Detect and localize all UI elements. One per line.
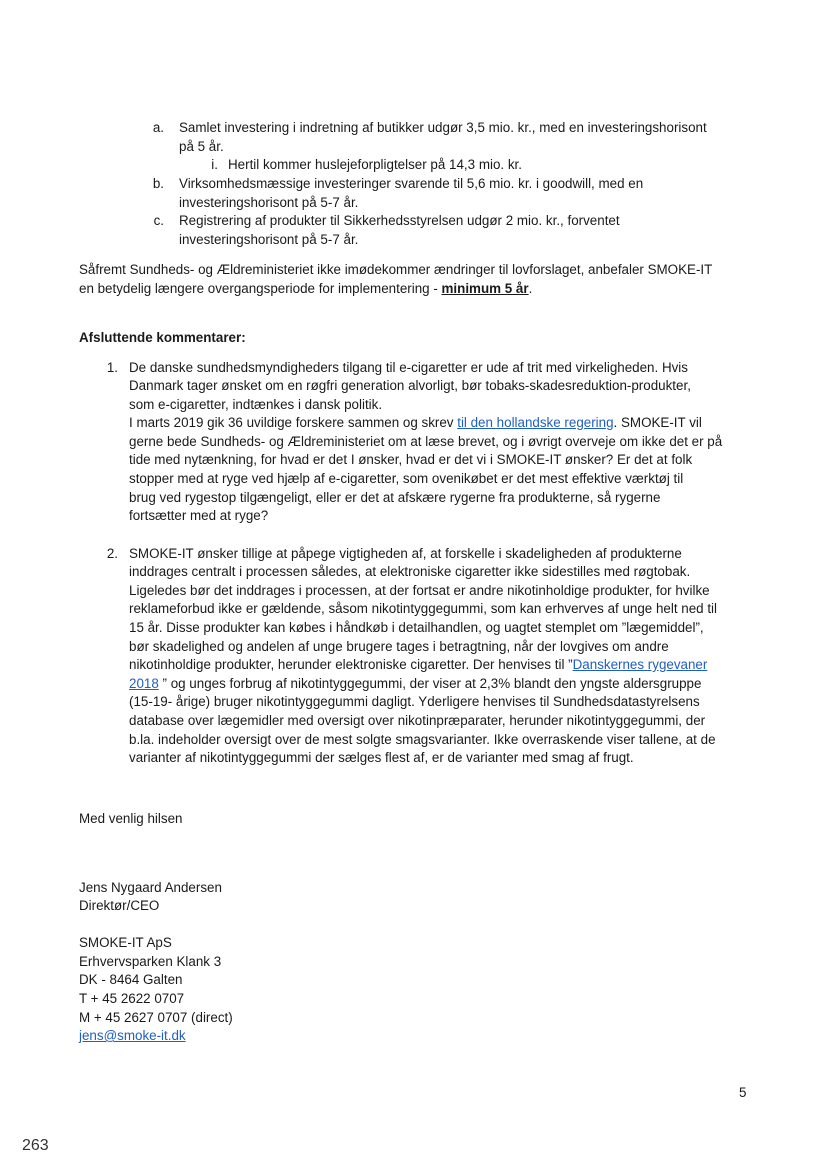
item1-line3: som e-cigaretter, indtænkes i dansk politik. — [129, 397, 383, 412]
list-item-a-line2: på 5 år. — [179, 139, 224, 154]
item2-line1: SMOKE-IT ønsker tillige at påpege vigtigheden af, at forskelle i skadeligheden af produkterne — [129, 546, 682, 561]
recommendation-line2: en betydelig længere overgangsperiode for implementering - minimum 5 år. — [79, 281, 533, 296]
danskernes-rygevaner-year-link[interactable]: 2018 — [129, 676, 159, 691]
dutch-government-letter-link[interactable]: til den hollandske regering — [457, 415, 614, 430]
minimum-period-emphasis: minimum 5 år — [441, 281, 529, 296]
item2-line11: b.la. indeholder oversigt over de mest solgte smagsvarianter. Ikke overraskende viser tallene, at de — [129, 732, 716, 747]
company-name: SMOKE-IT ApS — [79, 935, 172, 950]
closing-comments-heading: Afsluttende kommentarer: — [79, 330, 246, 345]
company-street: Erhvervsparken Klank 3 — [79, 954, 222, 969]
item2-line4: reklameforbud ikke er gældende, såsom nikotintyggegummi, som kan erhverves af unge helt ned til — [129, 601, 718, 616]
item1-line2: Danmark tager ønsket om en røgfri generation alvorligt, bør tobaks-skadesreduktion-produkter, — [129, 378, 691, 393]
list-marker-1: 1. — [106, 360, 118, 375]
email-link[interactable]: jens@smoke-it.dk — [79, 1028, 186, 1043]
item2-line12: varianter af nikotintyggegummi der sælges flest af, er de varianter med smag af frugt. — [129, 750, 634, 765]
list-item-b-line1: Virksomhedsmæssige investeringer svarende til 5,6 mio. kr. i goodwill, med en — [179, 176, 644, 191]
signer-title: Direktør/CEO — [79, 898, 160, 913]
item2-line5: 15 år. Disse produkter kan købes i håndkøb i detailhandlen, og uagtet stemplet om ”lægemiddel”, — [129, 620, 704, 635]
list-marker-c: c. — [153, 213, 164, 228]
list-item-a-i: Hertil kommer huslejeforpligtelser på 14,3 mio. kr. — [228, 157, 522, 172]
item1-line6: tide med nytænkning, for hvad er det I ønsker, hvad er det vi i SMOKE-IT ønsker? Er det at folk — [129, 452, 693, 467]
item1-line4: I marts 2019 gik 36 uvildige forskere sammen og skrev til den hollandske regering. SMOKE-IT vil — [129, 415, 702, 430]
list-marker-a-i: i. — [211, 157, 218, 172]
danskernes-rygevaner-link[interactable]: Danskernes rygevaner — [572, 657, 708, 672]
recommendation-line1: Såfremt Sundheds- og Ældreministeriet ikke imødekommer ændringer til lovforslaget, anbefaler SMOKE-IT — [79, 262, 713, 277]
item1-line7: stopper med at ryge ved hjælp af e-cigaretter, som ovenikøbet er det mest effektive værktøj til — [129, 471, 684, 486]
list-marker-2: 2. — [106, 546, 118, 561]
item2-line8: 2018 ” og unges forbrug af nikotintyggegummi, der viser at 2,3% blandt den yngste aldersgruppe — [129, 676, 702, 691]
list-marker-a: a. — [152, 120, 164, 135]
item2-line3: Ligeledes bør det inddrages i processen, at der fortsat er andre nikotinholdige produkter, for hvilke — [129, 583, 710, 598]
mobile-number: M + 45 2627 0707 (direct) — [79, 1010, 233, 1025]
item1-line9: fortsætter med at ryge? — [129, 508, 269, 523]
list-item-c-line2: investeringshorisont på 5-7 år. — [179, 232, 359, 247]
page-number: 5 — [739, 1085, 747, 1100]
list-item-b-line2: investeringshorisont på 5-7 år. — [179, 195, 359, 210]
item2-line6: bør skadelighed og andelen af unge brugere tages i betragtning, når der lovgives om andre — [129, 639, 669, 654]
item1-line1: De danske sundhedsmyndigheders tilgang til e-cigaretter er ude af trit med virkeligheden. Hvis — [129, 360, 688, 375]
item2-line10: database over lægemidler med oversigt over nikotinpræparater, herunder nikotintyggegummi, der — [129, 713, 706, 728]
list-item-a-line1: Samlet investering i indretning af butikker udgør 3,5 mio. kr., med en investeringshorisont — [179, 120, 707, 135]
item2-line7: nikotinholdige produkter, herunder elektroniske cigaretter. Der henvises til ”Danskernes rygevaner — [129, 657, 708, 672]
item1-line5: gerne bede Sundheds- og Ældreministeriet om at læse brevet, og i øvrigt overveje om ikke det er på — [129, 434, 723, 449]
item2-line9: (15-19- årige) bruger nikotintyggegummi dagligt. Yderligere henvises til Sundhedsdatastyrelsens — [129, 694, 700, 709]
signer-name: Jens Nygaard Andersen — [79, 880, 222, 895]
phone-number: T + 45 2622 0707 — [79, 991, 185, 1006]
item2-line2: inddrages centralt i processen således, at elektroniske cigaretter ikke sidestilles med røgtobak. — [129, 564, 691, 579]
item1-line8: brug ved rygestop tilgængeligt, eller er det at afskære rygerne fra produkterne, så rygerne — [129, 490, 661, 505]
company-city: DK - 8464 Galten — [79, 972, 183, 987]
list-item-c-line1: Registrering af produkter til Sikkerhedsstyrelsen udgør 2 mio. kr., forventet — [179, 213, 620, 228]
document-page-index: 263 — [22, 1137, 49, 1154]
greeting: Med venlig hilsen — [79, 811, 183, 826]
list-marker-b: b. — [152, 176, 164, 191]
